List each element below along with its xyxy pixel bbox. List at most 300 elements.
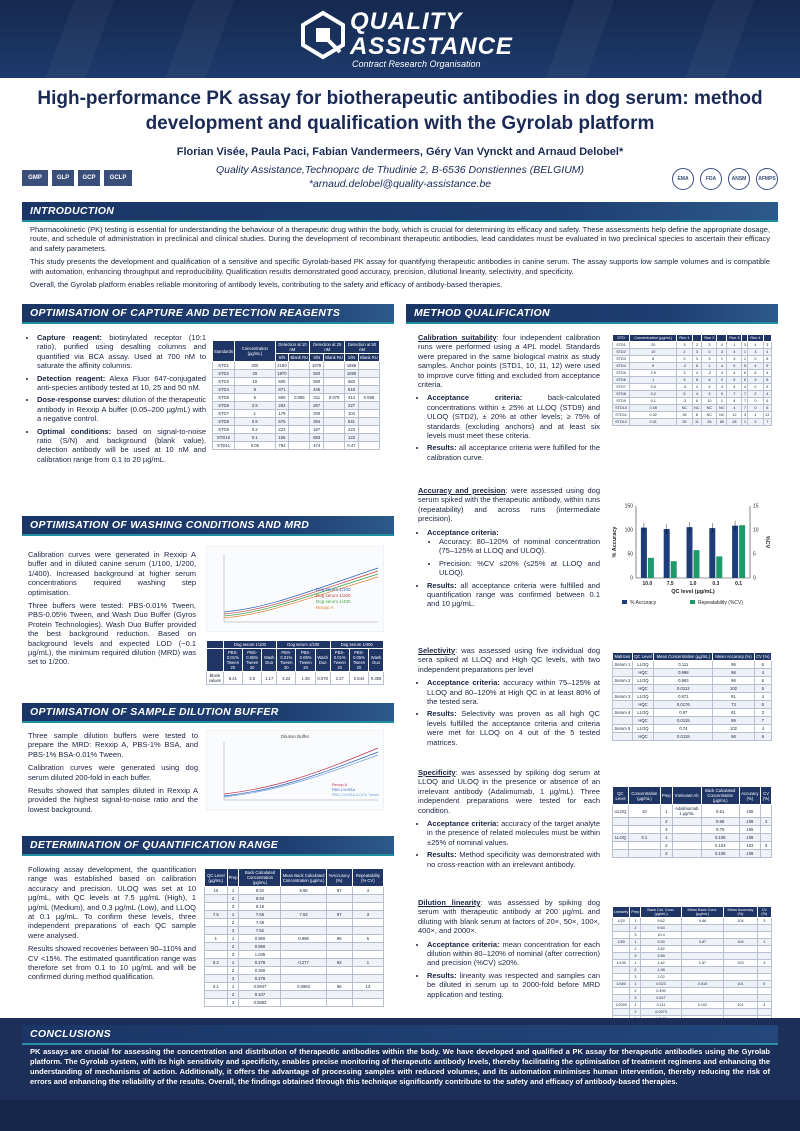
lin-cell: 1/400 [613,981,630,988]
capture-bullet [37,333,206,371]
spe-cell: 0.108 [701,850,739,858]
quant-header-cell: %Accuracy (%) [326,869,352,887]
quant-row [205,935,384,943]
capture-bullet [37,374,206,393]
cap-header-cell: Standards [213,341,235,362]
cal-cell: 1 [743,357,746,361]
quant-cell: 7.66 [239,911,281,919]
wash-cell: 1.17 [262,672,277,685]
cap-cell: STD10 [213,434,235,442]
lin-cell: 9.66 [681,918,724,925]
spe-cell: 4 [761,818,772,826]
bullet-heading: Acceptance criteria: [427,939,500,949]
cap-row [213,394,380,402]
cap-cell [324,370,345,378]
quality-assistance-logo [298,6,513,70]
cal-cell: 4 [717,342,727,349]
lin-cell [613,967,630,974]
sel-cell: 0.971 [654,693,713,701]
cap-cell: 223 [275,426,289,434]
cap-cell: 1970 [275,370,289,378]
cal-cell: 6 [692,398,702,405]
specificity-table [612,786,772,858]
sel-cell: 7 [754,717,771,725]
sel-cell: 96 [713,677,754,685]
introduction-text [30,225,770,293]
cap-cell: 0.2 [235,426,275,434]
sel-cell: 6 [754,733,771,741]
cap-cell [324,402,345,410]
cap-cell: STD1 [213,362,235,370]
lin-cell: 0.517 [641,995,681,1002]
quant-cell: 2 [227,991,239,999]
wash-cell: 0.359 [369,672,384,685]
quant-cell: 4 [352,887,383,895]
quant-cell [281,951,326,959]
wash-subheader-cell: PBS-0.05% Tween 20 [296,649,315,672]
cal-cell: 5 [727,377,742,384]
cap-cell: 605 [275,378,289,386]
cap-cell [289,402,310,410]
lin-cell: 0.102 [681,1002,724,1009]
lin-cell: 1 [757,939,771,946]
lin-cell: 3 [630,974,641,981]
cal-cell: 2 [717,377,727,384]
dilution-paragraph-2: Calibration curves were generated using dog serum diluted 200-fold in each buffer. [28,763,198,782]
bullet-text: accuracy of the target analyte in the presence of related molecules must be within ±25% of nominal values. [427,819,601,847]
quant-cell [352,895,383,903]
cap-cell: 10 [235,378,275,386]
badge-ansm: ANSM [728,168,750,190]
cal-cell: 3 [717,349,727,356]
accuracy-bullet [427,528,600,578]
quant-cell: 0.276 [239,959,281,967]
bullet-text: biotinylated receptor (10:1 ratio), purified using desalting columns and quantified via BCA assay. Used at 700 nM to saturate the affinity columns. [37,333,207,371]
lin-header-cell: CV (%) [757,907,771,918]
cal-cell: 3 [717,370,727,377]
accuracy-bar [641,528,647,578]
wash-header-row [207,641,384,649]
spe-cell: 9.68 [701,818,739,826]
x-axis-label: QC level (µg/mL) [671,589,715,595]
quant-cell: 9.92 [239,887,281,895]
cap-cell [324,362,345,370]
quant-row [205,911,384,919]
sel-row [613,717,772,725]
cap-cell [358,410,379,418]
cal-cell: -2 [702,370,717,377]
cal-header-cell: Run 4 [748,335,763,342]
wash-group-header: Dog serum 1/100 [223,641,276,649]
quant-cell: 13 [352,983,383,991]
accuracy-heading: Accuracy and precision [418,486,506,495]
quant-cell: 1.045 [239,951,281,959]
cap-cell: 1978 [310,362,324,370]
quant-cell [326,927,352,935]
spe-cell: 2 [660,818,672,826]
calibration-bullet [427,393,600,440]
cal-cell: STD10 [613,405,630,412]
lin-cell: 1/100 [613,960,630,967]
x-tick-label: 10.0 [642,581,653,587]
sel-cell: 89 [713,717,754,725]
cap-cell [358,402,379,410]
cal-cell: NC [717,412,727,419]
cal-cell: 1 [630,377,677,384]
quant-cell: 0.3 [205,959,228,967]
cal-cell: 1 [727,342,742,349]
lin-cell: 3.89 [641,953,681,960]
quant-cell: 3 [227,975,239,983]
spe-header-cell: Prep [660,787,672,805]
quant-text [28,865,196,986]
quant-cell [281,919,326,927]
linearity-heading: Dilution linearity [418,898,481,907]
spe-cell: 103 [739,842,761,850]
spe-header-cell: QC Level [613,787,629,805]
dilution-paragraph-1: Three sample dilution buffers were tested to prepare the MRD: Rexxip A, PBS-1% BSA, and PBS-1% BSA-0.01% Tween. [28,731,198,759]
sel-cell: LLOQ [632,725,653,733]
quant-cell: 1 [227,911,239,919]
section-introduction [22,202,778,220]
cal-cell: 1 [743,420,746,424]
spe-cell [613,850,629,858]
lin-cell: 1 [630,918,641,925]
lin-row [613,932,772,939]
lin-header-cell: Prep [630,907,641,918]
bullet-heading: Optimal conditions: [37,426,112,436]
spe-header-cell: Accuracy (%) [739,787,761,805]
bullet-text: all acceptance criteria were fulfilled and quantification range was confirmed between 0.1 and 10 µg/mL. [427,580,600,609]
cal-cell: 0 [748,384,763,391]
cal-header-cell [763,335,771,342]
wash-group-header: Dog serum 1/400 [330,641,383,649]
x-tick-label: 7.5 [666,581,674,587]
quant-range-table [204,868,384,1007]
cal-cell: 3 [692,349,702,356]
cap-cell [289,370,310,378]
authors: Florian Visée, Paula Paci, Fabian Vandermeers, Géry Van Vynckt and Arnaud Delobel* [176,146,624,158]
lin-cell: 10.4 [641,932,681,939]
lin-cell [613,953,630,960]
lin-cell [757,974,771,981]
cap-header-cell: Detection at 10 nM [275,341,310,354]
lin-row [613,918,772,925]
cal-cell: 1 [702,363,717,370]
selectivity-bullet [427,678,600,706]
spe-cell: 3 [761,842,772,850]
cap-header-cell: Concentration (µg/mL) [235,341,275,362]
spe-cell: ULOQ [613,805,629,818]
section-title: CONCLUSIONS [30,1028,111,1040]
bullet-text: Selectivity was proven as all high QC levels fulfilled the acceptance criteria and criteria were met for LLOQ on 4 out of the 5 tested matrices. [427,709,600,747]
sel-cell: Serum 4 [614,710,631,715]
lin-cell: 0.490 [641,988,681,995]
legend-dog-1-200: Dog serum 1/200 [316,593,351,598]
lin-cell: 101 [724,1002,757,1009]
cal-cell: 0.05 [630,405,677,412]
lin-cell [724,946,757,953]
cap-cell [289,442,310,450]
spe-cell: 3 [660,826,672,834]
legend-cv: Repeatability (%CV) [698,600,744,606]
quant-cell [205,903,228,911]
spe-row [613,818,772,826]
cal-cell: STD11 [613,412,630,419]
cv-bar [694,550,700,578]
cal-cell: 4 [727,398,742,405]
lin-cell: 2 [630,988,641,995]
quant-cell [205,951,228,959]
quant-cell [281,895,326,903]
cap-cell: 2150 [275,362,289,370]
cal-cell: 4 [692,384,702,391]
cal-header-cell [692,335,702,342]
spe-cell [628,818,660,826]
lin-cell [724,1009,757,1016]
sel-cell: 4 [754,725,771,733]
x-tick-label: 0.3 [712,581,720,587]
cal-cell: STD2 [613,349,630,356]
cap-cell [358,434,379,442]
sel-cell: HQC [632,685,653,693]
cal-cell: 3 [743,343,746,347]
cal-cell: 3 [702,356,717,363]
quant-cell: 7.52 [239,927,281,935]
quant-cell [205,967,228,975]
linearity-desc: : was assessed by spiking dog serum with therapeutic antibody at 200 µg/mL and diluting with blank serum at factors of 20×, 50×, 100×, 400×, and 2000×. [418,898,600,936]
bullet-text: linearity was respected and samples can be diluted in serum up to 2000-fold before MRD application and testing. [427,970,600,999]
quant-cell [326,967,352,975]
quant-cell: 3 [227,927,239,935]
lin-cell: 1.87 [681,960,724,967]
cap-row [213,418,380,426]
quant-header-row [205,869,384,887]
lin-cell [681,925,724,932]
cap-row [213,434,380,442]
cal-row [613,391,772,398]
sel-cell: 91 [713,693,754,701]
cal-cell: 4 [727,405,742,412]
quant-paragraph-1: Following assay development, the quantification range was established based on calibration accuracy and precision. ULOQ was set at 10 µg/mL, with QC levels at 7.5 µg/mL (High), 1 µg/mL (Medium), and 0.3 µg/mL (Low), and LLOQ at 0.1 µg/mL. To confirm these levels, three independent preparations of each QC sample were analysed. [28,865,196,940]
legend-swatch-accuracy [622,600,627,604]
cap-cell: 267 [310,402,324,410]
cap-cell: 683 [310,434,324,442]
lin-row [613,967,772,974]
cap-cell: STD6 [213,402,235,410]
section-title: OPTIMISATION OF SAMPLE DILUTION BUFFER [30,706,279,718]
quant-cell: 3 [352,911,383,919]
quant-cell [281,999,326,1007]
wash-subheader-cell: Wash Duo [315,649,330,672]
bullet-heading: Acceptance criteria: [427,678,500,688]
spe-cell: 108 [739,834,761,842]
cal-cell: 3 [677,370,692,377]
wash-cell: 0.844 [349,672,368,685]
spe-cell [672,818,701,826]
quant-cell [352,975,383,983]
lin-cell: 3 [757,918,771,925]
quant-cell [205,991,228,999]
lin-cell [724,925,757,932]
cap-cell: 8 [235,386,275,394]
cv-bar [716,556,722,578]
cap-cell [289,434,310,442]
cv-bar [671,561,677,578]
footer-band [0,1100,800,1131]
lin-cell: 2 [630,967,641,974]
quant-cell [205,943,228,951]
cal-cell: NC [717,405,727,412]
lin-cell [757,932,771,939]
conclusions-text: PK assays are crucial for assessing the concentration and distribution of therapeutic antibodies within the body. We have developed and qualified a PK assay for therapeutic antibodies using the Gyrolab platform. The Gyrolab system, with its high sensitivity and specificity, enables precise monitoring of therapeutic antibody levels, thereby facilitating the optimisation of treatment regimens and enhancing the understanding of mechanisms of action. Additionally, it offers the advantage of processing samples with reduced volumes, and its automation minimises human intervention, thereby reducing the risk of errors and enhancing the reliability of the results. Overall, the findings obtained through this technique significantly contribute to the safety and efficacy of antibody-based therapies. [30,1047,770,1086]
cap-cell: 0.05 [235,442,275,450]
cal-cell: 4 [692,370,702,377]
washing-blank-table [206,640,384,685]
sel-header-cell: QC Level [634,654,652,659]
spe-cell: 3 [660,850,672,858]
cap-cell [289,418,310,426]
sel-cell: Serum 5 [614,726,631,731]
lin-cell: 1/50 [613,939,630,946]
spe-cell: 0.1 [628,834,660,842]
lin-cell [681,946,724,953]
lin-row [613,988,772,995]
quant-cell: 92 [326,959,352,967]
cal-cell: 3 [692,356,702,363]
cal-row [613,356,772,363]
precision-criterion: • Precision: %CV ≤20% (≤25% at LLOQ and ULOQ). [439,559,600,578]
cap-header-row [213,341,380,354]
wash-cell: 4.22 [277,672,296,685]
lin-cell [613,1009,630,1016]
accuracy-bullet [427,581,600,609]
y-tick-label-left: 0 [630,575,633,582]
lin-cell [724,967,757,974]
lin-cell: 9.62 [641,918,681,925]
lin-cell [757,946,771,953]
quant-row [205,903,384,911]
cal-cell: NC [702,412,717,419]
cal-cell: 8 [692,412,702,419]
quant-cell [352,927,383,935]
sel-cell: 5 [754,701,771,709]
spe-row [613,826,772,834]
spe-cell [628,826,660,834]
quant-cell: 2 [227,919,239,927]
spe-row [613,850,772,858]
wash-cell: 2.27 [330,672,349,685]
lin-cell: 1 [630,1002,641,1009]
sel-header-row [613,653,772,661]
lin-row [613,925,772,932]
lin-cell [613,946,630,953]
quant-cell [326,975,352,983]
y-tick-label-right: 10 [753,527,759,534]
quant-cell [352,919,383,927]
lin-row [613,960,772,967]
quant-cell [326,919,352,927]
cap-subheader-cell: S/N [310,354,324,362]
badge-gclp: GCLP [104,170,132,186]
wash-header-cell [207,641,224,649]
quant-cell [281,943,326,951]
section-washing [22,516,394,534]
sel-cell: 98 [713,669,754,677]
cap-subheader-cell: Blank RU [325,355,343,360]
sel-cell: Serum 3 [614,694,631,699]
spe-cell: 9.51 [701,805,739,818]
bullet-text: back-calculated concentrations within ± 25% at LLOQ (STD9) and ULOQ (STD2), ± 20% at other levels; ≥ 75% of standards (excluding anchors) and at least six levels must meet these criteria. [427,393,600,441]
wash-cell: 3.5 [243,672,262,685]
spe-cell: 0.103 [701,842,739,850]
quant-cell [352,951,383,959]
lin-cell: 0.0973 [641,1009,681,1016]
quant-cell [352,967,383,975]
lin-cell [681,953,724,960]
lin-cell [724,974,757,981]
bullet-heading: Acceptance criteria: [427,819,499,829]
sel-header-cell: Matrices [614,654,631,659]
cal-cell: 11 [692,419,702,426]
lin-cell: 3.87 [681,939,724,946]
brand-name-line1: QUALITY [350,8,463,35]
section-dilution [22,703,394,721]
cap-cell: STD11 [213,442,235,450]
specificity-desc: : was assessed by spiking dog serum at LLOQ and ULOQ in the presence or absence of an irrelevant antibody (Adalimumab, 1 µg/mL). Three independent preparations were tested for each condition. [418,768,600,815]
cap-row [213,410,380,418]
selectivity-table [612,652,772,741]
cal-cell: 25 [677,419,692,426]
dilution-buffer-chart [206,730,384,810]
bullet-heading: Results: [427,709,457,719]
wash-row [207,672,384,685]
spe-cell: 105 [739,826,761,834]
quant-cell [205,999,228,1007]
cal-cell: 4 [717,363,727,370]
quant-cell [205,975,228,983]
quant-cell [326,991,352,999]
cal-cell: 3 [702,342,717,349]
cal-header-cell: Run 1 [677,335,692,342]
cal-header-row [613,335,772,342]
cal-cell: 7 [743,406,746,410]
quant-cell: 0.0883 [239,999,281,1007]
spe-row [613,834,772,842]
cal-cell: 6 [763,405,771,412]
bullet-text: Method specificity was demonstrated with no cross-reaction with an irrelevant antibody. [427,850,600,869]
quant-cell [352,903,383,911]
sel-cell: HQC [632,701,653,709]
badge-afmps: AFMPS [756,168,778,190]
cal-cell: STD3 [613,356,630,363]
cal-row [613,384,772,391]
bullet-text: all acceptance criteria were fulfilled for the calibration curve. [427,443,600,462]
cal-cell: 3 [717,384,727,391]
cap-cell: 0.5 [235,418,275,426]
cal-cell: STD9 [613,398,630,405]
specificity-bullet [427,850,600,869]
cap-cell: 1596 [345,362,359,370]
selectivity-text [418,646,600,750]
lin-cell: 3 [757,960,771,967]
legend-accuracy: % Accuracy [630,600,657,606]
affiliation: Quality Assistance,Technoparc de Thudinie 2, B-6536 Donstiennes (BELGIUM) [215,164,585,176]
cal-cell: 12 [727,412,742,419]
quant-cell: 2 [227,943,239,951]
cap-subheader-cell: Blank RU [360,355,378,360]
spe-header-cell: CV (%) [761,787,772,805]
